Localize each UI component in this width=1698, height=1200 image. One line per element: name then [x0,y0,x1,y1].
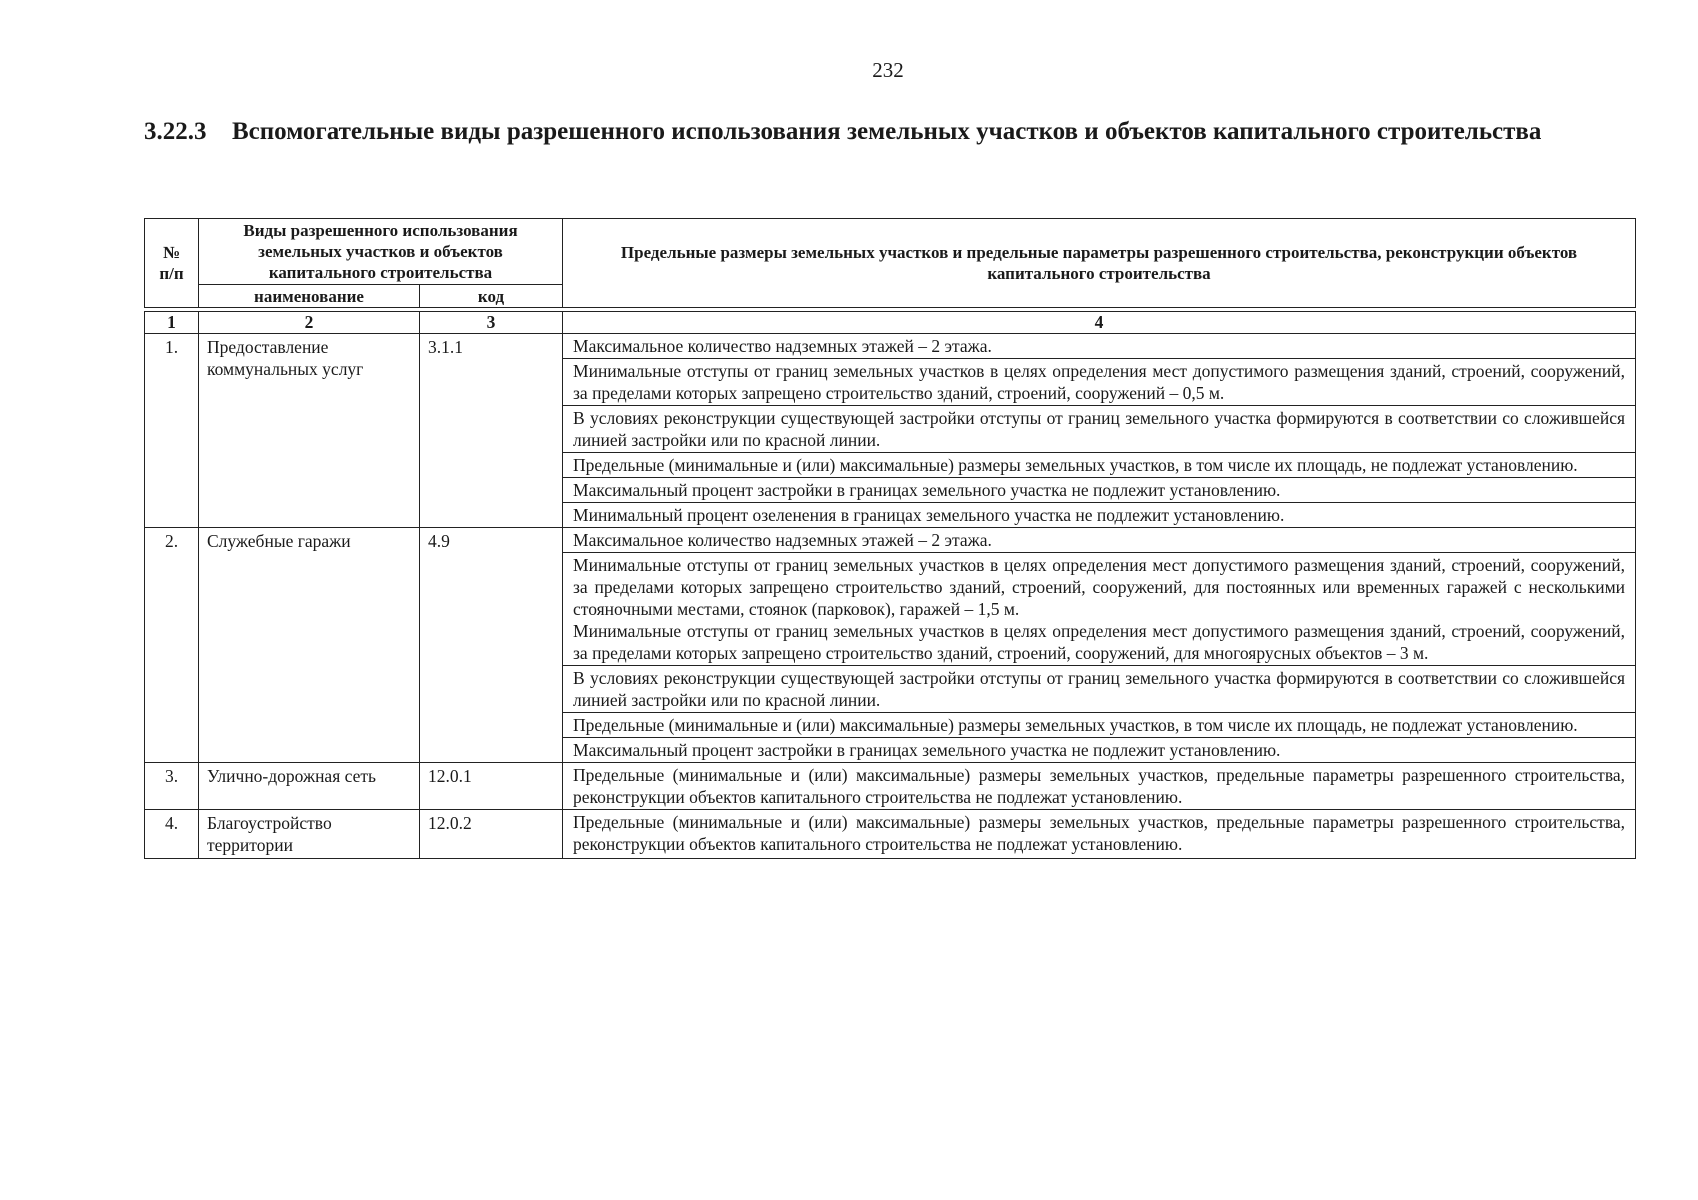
header-name: наименование [199,285,420,308]
row-name: Служебные гаражи [199,528,420,763]
limit-text: Минимальный процент озеленения в границах земельного участка не подлежит установлению. [573,505,1285,525]
row-limit-cell [563,359,1636,406]
row-code: 12.0.1 [420,763,563,810]
row-name: Предоставление коммунальных услуг [199,334,420,528]
row-limit-cell [563,666,1636,713]
row-number: 4. [145,810,199,859]
section-heading [144,116,1634,148]
table-body [145,308,1636,859]
regulations-table [144,218,1636,859]
limit-text: Максимальное количество надземных этажей – 2 этажа. [573,530,992,550]
limit-text: Предельные (минимальные и (или) максимальные) размеры земельных участков, предельные параметры разрешенного строительства, реконструкции объектов капитального строительства не подлежат установлению. [573,765,1626,807]
row-limit-cell [563,478,1636,503]
limit-text: Предельные (минимальные и (или) максимальные) размеры земельных участков, предельные параметры разрешенного строительства, реконструкции объектов капитального строительства не подлежат установлению. [573,812,1626,854]
column-number: 2 [199,312,420,334]
limit-text: Предельные (минимальные и (или) максимальные) размеры земельных участков, в том числе их площадь, не подлежат установлению. [573,455,1578,475]
regulations-table-wrapper [144,218,1635,859]
table-header [145,219,1636,308]
row-limit-cell [563,810,1636,859]
table-row [145,528,1636,553]
row-number: 2. [145,528,199,763]
limit-text: В условиях реконструкции существующей застройки отступы от границ земельного участка формируются в соответствии со сложившейся линией застройки или по красной линии. [573,408,1626,450]
column-number: 4 [563,312,1636,334]
table-row [145,810,1636,859]
section-number: 3.22.3 [144,118,207,145]
limit-text: Максимальный процент застройки в границах земельного участка не подлежит установлению. [573,740,1281,760]
row-limit-cell [563,406,1636,453]
limit-text: Минимальные отступы от границ земельных участков в целях определения мест допустимого размещения зданий, строений, сооружений, за пределами которых запрещено строительство зданий, строений, сооружений – 0,5 м. [573,361,1626,403]
row-name: Улично-дорожная сеть [199,763,420,810]
row-limit-cell [563,713,1636,738]
limit-text: Максимальный процент застройки в границах земельного участка не подлежит установлению. [573,480,1281,500]
limit-text: Минимальные отступы от границ земельных участков в целях определения мест допустимого размещения зданий, строений, сооружений, за пределами которых запрещено строительство зданий, строений, сооружений, для многоярусных объектов – 3 м. [573,621,1626,663]
row-code: 3.1.1 [420,334,563,528]
page-number: 232 [872,58,904,82]
row-limit-cell [563,528,1636,553]
row-name: Благоустройство территории [199,810,420,859]
limit-text: Предельные (минимальные и (или) максимальные) размеры земельных участков, в том числе их площадь, не подлежат установлению. [573,715,1578,735]
limit-text: В условиях реконструкции существующей застройки отступы от границ земельного участка формируются в соответствии со сложившейся линией застройки или по красной линии. [573,668,1626,710]
table-row [145,334,1636,359]
row-limit-cell [563,738,1636,763]
row-limit-cell [563,763,1636,810]
row-limit-cell [563,553,1636,666]
column-number: 3 [420,312,563,334]
row-number: 3. [145,763,199,810]
row-code: 12.0.2 [420,810,563,859]
section-title: Вспомогательные виды разрешенного использования земельных участков и объектов капитального строительства [232,118,1542,145]
header-num: № п/п [145,219,199,308]
row-limit-cell [563,334,1636,359]
row-code: 4.9 [420,528,563,763]
row-number: 1. [145,334,199,528]
header-limits: Предельные размеры земельных участков и предельные параметры разрешенного строительства, реконструкции объектов капитального строительства [563,219,1636,308]
header-code: код [420,285,563,308]
table-row [145,763,1636,810]
limit-text: Минимальные отступы от границ земельных участков в целях определения мест допустимого размещения зданий, строений, сооружений, за пределами которых запрещено строительство зданий, строений, сооружений, для постоянных или временных гаражей с несколькими стояночными местами, стоянок (парковок), гаражей – 1,5 м. [573,555,1626,619]
column-number: 1 [145,312,199,334]
limit-text: Максимальное количество надземных этажей – 2 этажа. [573,336,992,356]
row-limit-cell [563,503,1636,528]
row-limit-cell [563,453,1636,478]
column-numbers-row [145,312,1636,334]
header-kinds: Виды разрешенного использования земельных участков и объектов капитального строительства [199,219,563,285]
